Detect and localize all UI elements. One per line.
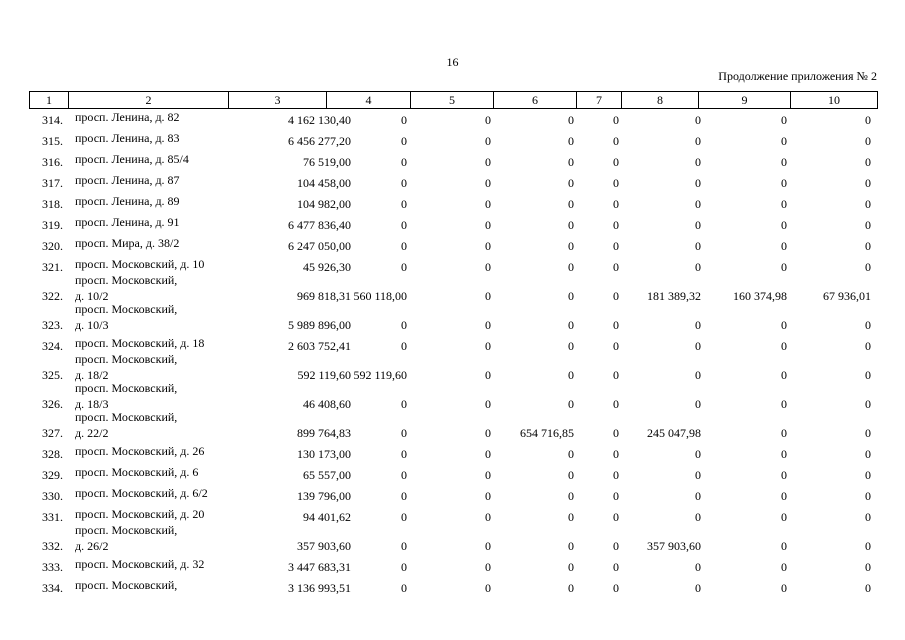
address-line-2: д. 18/2 [75, 368, 109, 382]
row-number: 330. [42, 489, 63, 503]
cell-c5: 0 [485, 134, 491, 148]
cell-c4: 0 [401, 539, 407, 553]
cell-c3: 46 408,60 [303, 397, 351, 411]
cell-c6: 0 [568, 339, 574, 353]
address-line-1: просп. Московский, [75, 352, 178, 366]
cell-c3: 6 247 050,00 [288, 239, 351, 253]
cell-c6: 0 [568, 239, 574, 253]
cell-c8: 0 [695, 197, 701, 211]
column-header-4: 4 [327, 92, 411, 109]
cell-c7: 0 [613, 218, 619, 232]
cell-c4: 0 [401, 239, 407, 253]
cell-c10: 0 [865, 581, 871, 595]
cell-c9: 0 [781, 368, 787, 382]
cell-c9: 0 [781, 239, 787, 253]
cell-c8: 0 [695, 489, 701, 503]
cell-c9: 0 [781, 218, 787, 232]
cell-c3: 104 458,00 [297, 176, 351, 190]
cell-c10: 0 [865, 510, 871, 524]
cell-c5: 0 [485, 113, 491, 127]
table-row [29, 273, 877, 305]
row-number: 326. [42, 397, 63, 411]
address-line-2: просп. Московский, д. 6 [75, 465, 199, 479]
cell-c7: 0 [613, 289, 619, 303]
cell-c8: 0 [695, 339, 701, 353]
row-number: 318. [42, 197, 63, 211]
cell-c7: 0 [613, 510, 619, 524]
address-line-1: просп. Московский, [75, 381, 178, 395]
cell-c9: 0 [781, 176, 787, 190]
address-line-2: просп. Ленина, д. 87 [75, 173, 180, 187]
cell-c3: 969 818,31 [297, 289, 351, 303]
cell-c3: 65 557,00 [303, 468, 351, 482]
row-number: 316. [42, 155, 63, 169]
cell-c10: 0 [865, 197, 871, 211]
row-number: 315. [42, 134, 63, 148]
cell-c6: 0 [568, 289, 574, 303]
cell-c9: 0 [781, 426, 787, 440]
cell-c5: 0 [485, 197, 491, 211]
column-header-1: 1 [30, 92, 69, 109]
cell-c7: 0 [613, 339, 619, 353]
cell-c7: 0 [613, 260, 619, 274]
cell-c7: 0 [613, 197, 619, 211]
row-number: 317. [42, 176, 63, 190]
cell-c5: 0 [485, 581, 491, 595]
address-line-2: д. 10/2 [75, 289, 109, 303]
table-row [29, 213, 877, 234]
cell-c3: 2 603 752,41 [288, 339, 351, 353]
cell-c9: 0 [781, 134, 787, 148]
cell-c9: 0 [781, 197, 787, 211]
address-line-2: просп. Ленина, д. 91 [75, 215, 180, 229]
row-number: 333. [42, 560, 63, 574]
cell-c6: 0 [568, 113, 574, 127]
cell-c3: 76 519,00 [303, 155, 351, 169]
cell-c5: 0 [485, 368, 491, 382]
cell-c10: 0 [865, 560, 871, 574]
cell-c6: 0 [568, 197, 574, 211]
cell-c7: 0 [613, 134, 619, 148]
row-number: 327. [42, 426, 63, 440]
cell-c7: 0 [613, 489, 619, 503]
cell-c8: 181 389,32 [647, 289, 701, 303]
cell-c7: 0 [613, 368, 619, 382]
cell-c10: 67 936,01 [823, 289, 871, 303]
cell-c8: 0 [695, 447, 701, 461]
cell-c4: 560 118,00 [353, 289, 407, 303]
cell-c4: 0 [401, 218, 407, 232]
cell-c9: 0 [781, 397, 787, 411]
row-number: 323. [42, 318, 63, 332]
cell-c10: 0 [865, 489, 871, 503]
table-row [29, 463, 877, 484]
cell-c4: 0 [401, 510, 407, 524]
cell-c8: 0 [695, 218, 701, 232]
cell-c6: 0 [568, 397, 574, 411]
cell-c4: 0 [401, 468, 407, 482]
cell-c4: 0 [401, 581, 407, 595]
cell-c3: 104 982,00 [297, 197, 351, 211]
cell-c4: 0 [401, 113, 407, 127]
cell-c7: 0 [613, 176, 619, 190]
row-number: 334. [42, 581, 63, 595]
cell-c9: 0 [781, 489, 787, 503]
cell-c7: 0 [613, 581, 619, 595]
cell-c5: 0 [485, 155, 491, 169]
cell-c6: 0 [568, 218, 574, 232]
cell-c3: 45 926,30 [303, 260, 351, 274]
cell-c9: 0 [781, 468, 787, 482]
cell-c4: 0 [401, 426, 407, 440]
address-line-2: просп. Московский, [75, 578, 178, 592]
column-header-6: 6 [494, 92, 577, 109]
cell-c3: 6 477 836,40 [288, 218, 351, 232]
cell-c4: 0 [401, 318, 407, 332]
cell-c5: 0 [485, 239, 491, 253]
cell-c4: 0 [401, 339, 407, 353]
cell-c10: 0 [865, 155, 871, 169]
column-header-7: 7 [577, 92, 622, 109]
cell-c10: 0 [865, 447, 871, 461]
cell-c9: 0 [781, 260, 787, 274]
address-line-2: просп. Ленина, д. 82 [75, 110, 180, 124]
cell-c7: 0 [613, 239, 619, 253]
cell-c9: 160 374,98 [733, 289, 787, 303]
cell-c5: 0 [485, 397, 491, 411]
cell-c5: 0 [485, 447, 491, 461]
cell-c5: 0 [485, 289, 491, 303]
cell-c4: 0 [401, 155, 407, 169]
cell-c4: 0 [401, 134, 407, 148]
cell-c7: 0 [613, 539, 619, 553]
cell-c8: 0 [695, 260, 701, 274]
address-line-1: просп. Московский, [75, 273, 178, 287]
cell-c5: 0 [485, 510, 491, 524]
address-line-2: просп. Мира, д. 38/2 [75, 236, 180, 250]
cell-c8: 0 [695, 368, 701, 382]
cell-c3: 94 401,62 [303, 510, 351, 524]
cell-c5: 0 [485, 539, 491, 553]
cell-c3: 592 119,60 [297, 368, 351, 382]
row-number: 321. [42, 260, 63, 274]
cell-c9: 0 [781, 318, 787, 332]
table-row [29, 410, 877, 442]
row-number: 314. [42, 113, 63, 127]
cell-c10: 0 [865, 397, 871, 411]
cell-c7: 0 [613, 560, 619, 574]
cell-c9: 0 [781, 447, 787, 461]
address-line-2: просп. Московский, д. 20 [75, 507, 205, 521]
column-header-8: 8 [622, 92, 699, 109]
column-header-5: 5 [411, 92, 494, 109]
row-number: 329. [42, 468, 63, 482]
cell-c9: 0 [781, 339, 787, 353]
cell-c6: 0 [568, 560, 574, 574]
table-row [29, 171, 877, 192]
cell-c6: 0 [568, 134, 574, 148]
cell-c3: 357 903,60 [297, 539, 351, 553]
cell-c9: 0 [781, 510, 787, 524]
address-line-2: д. 10/3 [75, 318, 109, 332]
cell-c7: 0 [613, 447, 619, 461]
row-number: 324. [42, 339, 63, 353]
address-line-1: просп. Московский, [75, 523, 178, 537]
cell-c5: 0 [485, 468, 491, 482]
address-line-1: просп. Московский, [75, 410, 178, 424]
column-header-table [29, 91, 878, 109]
cell-c3: 3 447 683,31 [288, 560, 351, 574]
cell-c10: 0 [865, 539, 871, 553]
address-line-2: просп. Московский, д. 32 [75, 557, 205, 571]
cell-c6: 0 [568, 539, 574, 553]
cell-c6: 0 [568, 510, 574, 524]
cell-c10: 0 [865, 468, 871, 482]
address-line-2: просп. Московский, д. 6/2 [75, 486, 208, 500]
cell-c5: 0 [485, 426, 491, 440]
cell-c8: 0 [695, 581, 701, 595]
cell-c6: 0 [568, 447, 574, 461]
cell-c3: 899 764,83 [297, 426, 351, 440]
table-row [29, 442, 877, 463]
cell-c8: 0 [695, 239, 701, 253]
cell-c5: 0 [485, 489, 491, 503]
cell-c10: 0 [865, 339, 871, 353]
address-line-2: просп. Ленина, д. 85/4 [75, 152, 189, 166]
cell-c4: 0 [401, 489, 407, 503]
cell-c10: 0 [865, 318, 871, 332]
cell-c6: 0 [568, 581, 574, 595]
table-row [29, 576, 877, 597]
address-line-2: д. 22/2 [75, 426, 109, 440]
cell-c6: 0 [568, 176, 574, 190]
cell-c8: 357 903,60 [647, 539, 701, 553]
table-row [29, 352, 877, 384]
row-number: 328. [42, 447, 63, 461]
cell-c10: 0 [865, 426, 871, 440]
address-line-2: просп. Московский, д. 18 [75, 336, 205, 350]
column-header-9: 9 [699, 92, 791, 109]
cell-c8: 245 047,98 [647, 426, 701, 440]
cell-c4: 0 [401, 447, 407, 461]
address-line-2: просп. Московский, д. 10 [75, 257, 205, 271]
cell-c4: 0 [401, 397, 407, 411]
cell-c9: 0 [781, 560, 787, 574]
cell-c5: 0 [485, 318, 491, 332]
cell-c10: 0 [865, 260, 871, 274]
address-line-2: д. 26/2 [75, 539, 109, 553]
cell-c5: 0 [485, 218, 491, 232]
cell-c6: 0 [568, 260, 574, 274]
cell-c3: 139 796,00 [297, 489, 351, 503]
table-row [29, 555, 877, 576]
cell-c6: 0 [568, 318, 574, 332]
cell-c7: 0 [613, 113, 619, 127]
cell-c8: 0 [695, 468, 701, 482]
column-header-3: 3 [229, 92, 327, 109]
cell-c9: 0 [781, 113, 787, 127]
cell-c3: 3 136 993,51 [288, 581, 351, 595]
cell-c7: 0 [613, 468, 619, 482]
cell-c7: 0 [613, 318, 619, 332]
cell-c9: 0 [781, 155, 787, 169]
continuation-label: Продолжение приложения № 2 [718, 69, 877, 83]
cell-c10: 0 [865, 113, 871, 127]
cell-c5: 0 [485, 176, 491, 190]
cell-c5: 0 [485, 560, 491, 574]
cell-c9: 0 [781, 539, 787, 553]
column-header-2: 2 [69, 92, 229, 109]
cell-c10: 0 [865, 176, 871, 190]
row-number: 322. [42, 289, 63, 303]
cell-c5: 0 [485, 339, 491, 353]
cell-c7: 0 [613, 397, 619, 411]
table-row [29, 234, 877, 255]
table-row [29, 523, 877, 555]
row-number: 320. [42, 239, 63, 253]
cell-c6: 0 [568, 489, 574, 503]
row-number: 331. [42, 510, 63, 524]
cell-c6: 0 [568, 155, 574, 169]
address-line-2: просп. Московский, д. 26 [75, 444, 205, 458]
cell-c10: 0 [865, 239, 871, 253]
cell-c6: 654 716,85 [520, 426, 574, 440]
cell-c4: 0 [401, 560, 407, 574]
cell-c7: 0 [613, 155, 619, 169]
cell-c8: 0 [695, 318, 701, 332]
table-row [29, 129, 877, 150]
cell-c5: 0 [485, 260, 491, 274]
cell-c8: 0 [695, 510, 701, 524]
cell-c8: 0 [695, 113, 701, 127]
row-number: 325. [42, 368, 63, 382]
cell-c8: 0 [695, 155, 701, 169]
cell-c3: 130 173,00 [297, 447, 351, 461]
table-row [29, 302, 877, 334]
row-number: 332. [42, 539, 63, 553]
cell-c3: 4 162 130,40 [288, 113, 351, 127]
cell-c3: 6 456 277,20 [288, 134, 351, 148]
cell-c7: 0 [613, 426, 619, 440]
page-number: 16 [446, 55, 459, 69]
cell-c3: 5 989 896,00 [288, 318, 351, 332]
cell-c4: 592 119,60 [353, 368, 407, 382]
address-line-1: просп. Московский, [75, 302, 178, 316]
cell-c10: 0 [865, 218, 871, 232]
row-number: 319. [42, 218, 63, 232]
cell-c10: 0 [865, 368, 871, 382]
cell-c6: 0 [568, 468, 574, 482]
table-row [29, 381, 877, 413]
address-line-2: просп. Ленина, д. 89 [75, 194, 180, 208]
cell-c8: 0 [695, 560, 701, 574]
cell-c8: 0 [695, 176, 701, 190]
cell-c4: 0 [401, 176, 407, 190]
table-row [29, 484, 877, 505]
table-row [29, 150, 877, 171]
cell-c6: 0 [568, 368, 574, 382]
cell-c4: 0 [401, 260, 407, 274]
cell-c4: 0 [401, 197, 407, 211]
cell-c8: 0 [695, 397, 701, 411]
table-row [29, 108, 877, 129]
cell-c10: 0 [865, 134, 871, 148]
column-header-10: 10 [791, 92, 878, 109]
address-line-2: просп. Ленина, д. 83 [75, 131, 180, 145]
address-line-2: д. 18/3 [75, 397, 109, 411]
cell-c9: 0 [781, 581, 787, 595]
cell-c8: 0 [695, 134, 701, 148]
table-row [29, 192, 877, 213]
